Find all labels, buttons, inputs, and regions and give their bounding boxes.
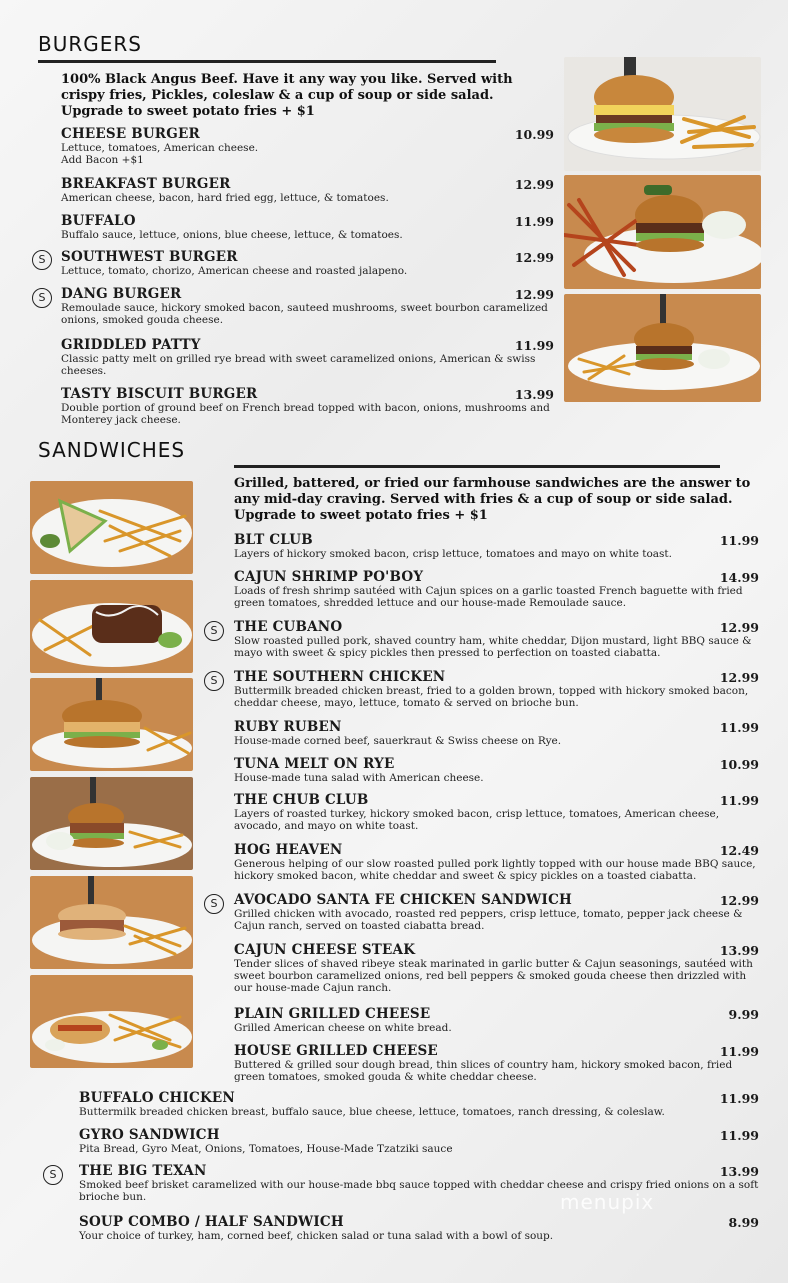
special-marker-icon: S <box>43 1165 63 1185</box>
menu-item-description: Buttered & grilled sour dough bread, thin slices of country ham, hickory smoked bacon, fried green tomatoes, smoked gouda & white cheddar cheese. <box>234 1059 733 1083</box>
menu-item-description: House-made corned beef, sauerkraut & Swiss cheese on Rye. <box>234 735 562 747</box>
menu-item-the-chub-club[interactable] <box>234 792 759 832</box>
menu-item-price: 11.99 <box>514 214 554 229</box>
menu-item-price: 12.99 <box>514 250 554 265</box>
special-marker-icon: S <box>204 894 224 914</box>
menu-item-price: 11.99 <box>514 338 554 353</box>
menu-item-price: 11.99 <box>719 1091 759 1106</box>
sandwich-photo <box>30 975 193 1068</box>
menu-item-cajun-shrimp-poboy[interactable] <box>234 569 759 609</box>
menu-item-name: HOUSE GRILLED CHEESE <box>234 1043 438 1059</box>
menu-item-description: Grilled American cheese on white bread. <box>234 1022 452 1034</box>
burger-photo <box>564 57 761 171</box>
menu-item-breakfast-burger[interactable] <box>61 176 554 204</box>
burgers-title-rule <box>38 60 496 63</box>
special-marker-icon: S <box>32 288 52 308</box>
menu-item-gyro-sandwich[interactable] <box>79 1127 759 1155</box>
menu-item-price: 10.99 <box>514 127 554 142</box>
menu-item-price: 12.99 <box>719 670 759 685</box>
menu-item-avocado-santa-fe-chicken[interactable] <box>234 892 759 932</box>
menu-item-description: Layers of roasted turkey, hickory smoked bacon, crisp lettuce, tomatoes, American cheese, avocado, and mayo on white toast. <box>234 808 720 832</box>
special-marker-icon: S <box>204 621 224 641</box>
special-marker-icon: S <box>204 671 224 691</box>
menu-item-description: Grilled chicken with avocado, roasted red peppers, crisp lettuce, tomato, pepper jack cheese & Cajun ranch, served on toasted ciabatta bread. <box>234 908 743 932</box>
menu-item-description: Buttermilk breaded chicken breast, fried to a golden brown, topped with hickory smoked bacon, cheddar cheese, mayo, lettuce, tomato & served on brioche bun. <box>234 685 749 709</box>
menu-item-price: 13.99 <box>719 1164 759 1179</box>
menu-item-plain-grilled-cheese[interactable] <box>234 1006 759 1034</box>
menu-item-price: 11.99 <box>719 793 759 808</box>
menu-item-price: 12.99 <box>719 893 759 908</box>
menu-item-price: 9.99 <box>728 1007 759 1022</box>
menu-item-house-grilled-cheese[interactable] <box>234 1043 759 1083</box>
sandwich-photo <box>30 876 193 969</box>
menu-item-soup-combo[interactable] <box>79 1214 759 1242</box>
menu-item-name: CAJUN SHRIMP PO'BOY <box>234 569 424 585</box>
sandwich-photo <box>30 481 193 574</box>
menu-item-description: Layers of hickory smoked bacon, crisp lettuce, tomatoes and mayo on white toast. <box>234 548 672 560</box>
burger-photo <box>564 294 761 402</box>
menu-item-name: SOUTHWEST BURGER <box>61 249 238 265</box>
menu-item-price: 11.99 <box>719 1128 759 1143</box>
menu-item-name: BREAKFAST BURGER <box>61 176 231 192</box>
menu-item-name: THE CHUB CLUB <box>234 792 369 808</box>
menu-item-description: Tender slices of shaved ribeye steak marinated in garlic butter & Cajun seasonings, sautéed with sweet bourbon caramelized onions, red bell peppers & smoked gouda cheese then drizzled with our house-made Cajun ranch. <box>234 958 753 994</box>
menu-item-the-cubano[interactable] <box>234 619 759 659</box>
menu-item-name: BLT CLUB <box>234 532 313 548</box>
menu-item-hog-heaven[interactable] <box>234 842 759 882</box>
sandwiches-intro: Grilled, battered, or fried our farmhouse sandwiches are the answer to any mid-day craving. Served with fries & a cup of soup or side salad. Upgrade to sweet potato fries + $1 <box>234 476 751 523</box>
menu-item-price: 10.99 <box>719 757 759 772</box>
sandwich-photo <box>30 678 193 771</box>
menu-item-name: AVOCADO SANTA FE CHICKEN SANDWICH <box>234 892 572 908</box>
menu-item-name: BUFFALO <box>61 213 136 229</box>
menu-item-name: DANG BURGER <box>61 286 182 302</box>
sandwich-photo <box>30 777 193 870</box>
menu-item-description: Lettuce, tomato, chorizo, American cheese and roasted jalapeno. <box>61 265 408 277</box>
menu-item-description: Generous helping of our slow roasted pulled pork lightly topped with our house made BBQ sauce, hickory smoked bacon, white cheddar and sweet & spicy pickles on a toasted ciabatta. <box>234 858 756 882</box>
burgers-intro: 100% Black Angus Beef. Have it any way you like. Served with crispy fries, Pickles, coleslaw & a cup of soup or side salad. Upgrade to sweet potato fries + $1 <box>61 72 513 119</box>
sandwiches-title-rule <box>234 465 720 468</box>
menu-item-ruby-ruben[interactable] <box>234 719 759 747</box>
menu-item-description: House-made tuna salad with American cheese. <box>234 772 484 784</box>
menu-item-name: PLAIN GRILLED CHEESE <box>234 1006 431 1022</box>
menu-item-name: CAJUN CHEESE STEAK <box>234 942 416 958</box>
menu-item-buffalo[interactable] <box>61 213 554 241</box>
menu-item-description: Smoked beef brisket caramelized with our house-made bbq sauce topped with cheddar cheese and crispy fried onions on a soft brioche bun. <box>79 1179 759 1203</box>
menu-item-description: Double portion of ground beef on French bread topped with bacon, onions, mushrooms and Monterey jack cheese. <box>61 402 550 426</box>
menu-item-price: 11.99 <box>719 1044 759 1059</box>
menu-item-description: Pita Bread, Gyro Meat, Onions, Tomatoes, House-Made Tzatziki sauce <box>79 1143 453 1155</box>
menu-item-name: THE CUBANO <box>234 619 343 635</box>
menu-item-griddled-patty[interactable] <box>61 337 554 377</box>
menu-item-name: CHEESE BURGER <box>61 126 200 142</box>
menu-item-description: Loads of fresh shrimp sautéed with Cajun spices on a garlic toasted French baguette with fried green tomatoes, shredded lettuce and our house-made Remoulade sauce. <box>234 585 743 609</box>
menu-item-the-big-texan[interactable] <box>79 1163 759 1203</box>
menu-item-name: THE SOUTHERN CHICKEN <box>234 669 446 685</box>
menu-item-description: Your choice of turkey, ham, corned beef, chicken salad or tuna salad with a bowl of soup. <box>79 1230 554 1242</box>
menu-item-description: Slow roasted pulled pork, shaved country ham, white cheddar, Dijon mustard, light BBQ sauce & mayo with sweet & spicy pickles then pressed to perfection on toasted ciabatta. <box>234 635 752 659</box>
menu-item-name: TASTY BISCUIT BURGER <box>61 386 258 402</box>
menu-item-description: Buttermilk breaded chicken breast, buffalo sauce, blue cheese, lettuce, tomatoes, ranch dressing, & coleslaw. <box>79 1106 665 1118</box>
menu-item-price: 11.99 <box>719 720 759 735</box>
special-marker-icon: S <box>32 250 52 270</box>
menu-item-price: 12.99 <box>514 177 554 192</box>
menu-item-name: RUBY RUBEN <box>234 719 342 735</box>
menu-item-price: 12.99 <box>514 287 554 302</box>
menu-item-blt-club[interactable] <box>234 532 759 560</box>
burger-photo <box>564 175 761 289</box>
menu-item-price: 12.49 <box>719 843 759 858</box>
menu-item-name: SOUP COMBO / HALF SANDWICH <box>79 1214 344 1230</box>
menu-item-description: Remoulade sauce, hickory smoked bacon, sauteed mushrooms, sweet bourbon caramelized onions, smoked gouda cheese. <box>61 302 548 326</box>
menu-item-price: 8.99 <box>728 1215 759 1230</box>
menu-item-name: TUNA MELT ON RYE <box>234 756 395 772</box>
menu-item-cajun-cheese-steak[interactable] <box>234 942 759 994</box>
menu-item-price: 13.99 <box>514 387 554 402</box>
menu-item-description: American cheese, bacon, hard fried egg, lettuce, & tomatoes. <box>61 192 389 204</box>
menu-item-name: GRIDDLED PATTY <box>61 337 201 353</box>
menu-item-description: Lettuce, tomatoes, American cheese. <box>61 142 259 154</box>
menu-item-name: THE BIG TEXAN <box>79 1163 207 1179</box>
menupix-watermark: menupix <box>560 1190 655 1214</box>
menu-item-dang-burger[interactable] <box>61 286 554 326</box>
menu-item-tuna-melt-on-rye[interactable] <box>234 756 759 784</box>
menu-item-description: Classic patty melt on grilled rye bread with sweet caramelized onions, American & swiss cheeses. <box>61 353 536 377</box>
menu-item-price: 14.99 <box>719 570 759 585</box>
burgers-section-title: BURGERS <box>38 32 142 56</box>
menu-item-name: BUFFALO CHICKEN <box>79 1090 235 1106</box>
menu-item-name: HOG HEAVEN <box>234 842 343 858</box>
menu-item-price: 12.99 <box>719 620 759 635</box>
menu-item-buffalo-chicken[interactable] <box>79 1090 759 1118</box>
menu-item-description: Buffalo sauce, lettuce, onions, blue cheese, lettuce, & tomatoes. <box>61 229 403 241</box>
menu-item-cheese-burger[interactable] <box>61 126 554 166</box>
menu-item-tasty-biscuit-burger[interactable] <box>61 386 554 426</box>
menu-item-price: 11.99 <box>719 533 759 548</box>
menu-item-southwest-burger[interactable] <box>61 249 554 277</box>
menu-item-name: GYRO SANDWICH <box>79 1127 220 1143</box>
menu-item-price: 13.99 <box>719 943 759 958</box>
menu-item-addon: Add Bacon +$1 <box>61 154 144 166</box>
sandwiches-section-title: SANDWICHES <box>38 438 186 462</box>
sandwich-photo <box>30 580 193 673</box>
menu-item-the-southern-chicken[interactable] <box>234 669 759 709</box>
